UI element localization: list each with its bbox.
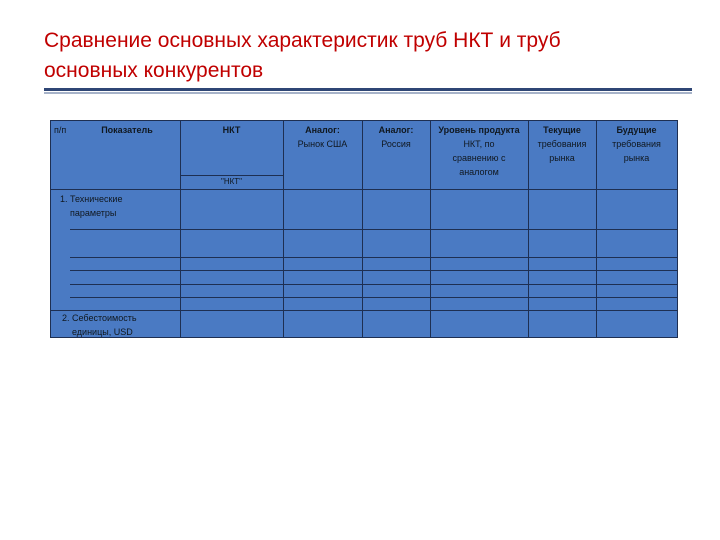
header-current-line-2: требования — [537, 139, 587, 149]
header-analog-usa — [283, 123, 362, 151]
title-divider-shadow — [44, 92, 692, 94]
row-label-cost — [62, 311, 178, 339]
header-level-line-3: сравнению с — [452, 153, 506, 163]
table-border-left — [50, 120, 51, 338]
row-divider-3 — [70, 270, 678, 271]
row-label-technical — [60, 192, 178, 220]
header-analog-russia — [362, 123, 430, 151]
row-label-cost-line-2: единицы, USD — [72, 327, 133, 337]
row-divider-1 — [70, 229, 678, 230]
subheader-nkt: "НКТ" — [220, 177, 242, 186]
row-divider-5 — [70, 297, 678, 298]
header-level — [430, 123, 528, 179]
slide-title — [44, 26, 684, 86]
table-border-top — [50, 120, 678, 121]
header-nkt: НКТ — [222, 125, 241, 135]
comparison-table — [50, 120, 678, 338]
header-analog-russia-line-1: Аналог: — [378, 125, 414, 135]
header-future-line-2: требования — [612, 139, 661, 149]
header-current-line-1: Текущие — [543, 125, 581, 135]
header-analog-usa-line-1: Аналог: — [305, 125, 340, 135]
header-future-line-3: рынка — [623, 153, 650, 163]
header-future-line-1: Будущие — [616, 125, 657, 135]
header-analog-usa-line-2: Рынок США — [297, 139, 348, 149]
header-level-line-2: НКТ, по — [463, 139, 495, 149]
row-label-technical-line-2: параметры — [70, 208, 117, 218]
title-divider — [44, 88, 692, 91]
row-divider-2 — [70, 257, 678, 258]
slide-title-line-2: основных конкурентов — [44, 59, 264, 82]
header-current-line-3: рынка — [549, 153, 575, 163]
row-label-cost-line-1: 2. Себестоимость — [62, 313, 137, 323]
header-level-line-4: аналогом — [459, 167, 499, 177]
row-label-technical-line-1: 1. Технические — [60, 194, 123, 204]
row-divider-4 — [70, 284, 678, 285]
header-num: п/п — [54, 125, 67, 135]
header-analog-russia-line-2: Россия — [381, 139, 411, 149]
header-indicator: Показатель — [101, 125, 153, 135]
header-future — [596, 123, 677, 165]
header-level-line-1: Уровень продукта — [438, 125, 520, 135]
header-current — [528, 123, 596, 165]
slide-title-line-1: Сравнение основных характеристик труб НКТ и труб — [44, 29, 561, 52]
row-divider-header — [50, 189, 678, 190]
